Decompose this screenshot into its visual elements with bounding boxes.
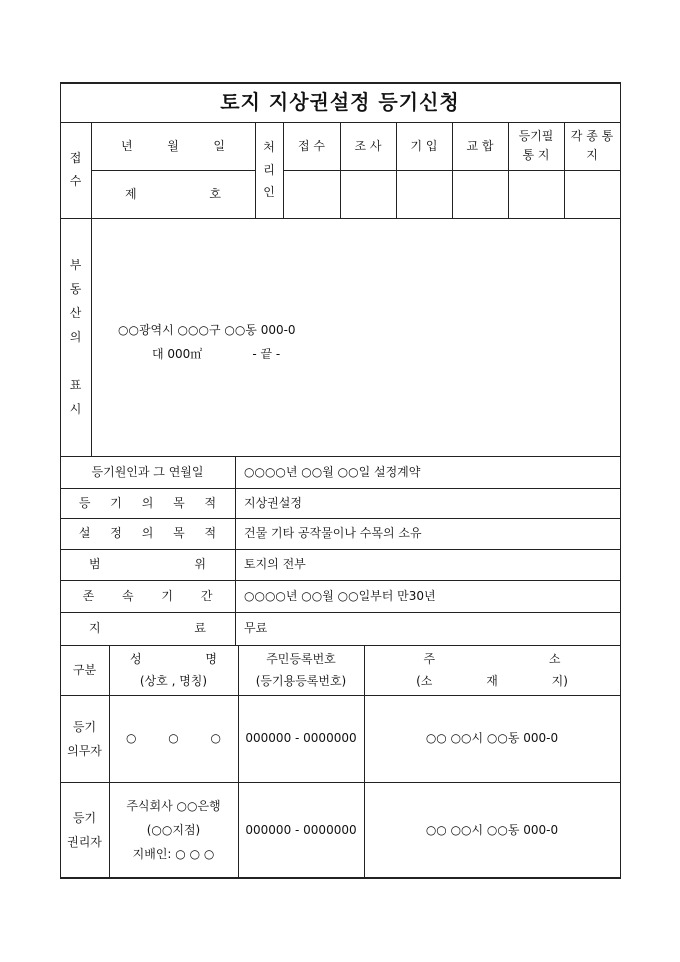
row-label-fee: 지 료 xyxy=(89,621,206,636)
obligor-address: ○○ ○○시 ○○동 000-0 xyxy=(425,731,559,746)
row-value-scope: 토지의 전부 xyxy=(244,557,306,572)
property-address: ○○광역시 ○○○구 ○○동 000-0 xyxy=(118,323,296,337)
row-label-duration: 존 속 기 간 xyxy=(82,588,213,603)
obligor-id: 000000 - 0000000 xyxy=(245,731,357,746)
property-end: - 끝 - xyxy=(252,347,281,361)
obligee-name: 주식회사 ○○은행 (○○지점) 지배인: ○ ○ ○ xyxy=(126,799,221,861)
property-label: 부 동 산 의 표 시 xyxy=(69,258,82,416)
day-label: 일 xyxy=(213,138,225,153)
col-entry: 기 입 xyxy=(410,138,438,153)
row-label-cause: 등기원인과 그 연월일 xyxy=(91,464,204,479)
row-label-purpose: 등 기 의 목 적 xyxy=(78,495,217,510)
row-value-fee: 무료 xyxy=(244,621,268,636)
obligee-type: 등기 권리자 xyxy=(67,811,102,849)
property-land: 대 000㎡ xyxy=(152,347,203,361)
header-id: 주민등록번호 (등기용등록번호) xyxy=(255,652,347,688)
row-label-setting-purpose: 설 정 의 목 적 xyxy=(78,526,217,541)
date-label xyxy=(91,122,255,170)
month-label: 월 xyxy=(167,138,179,153)
col-various-notice: 각 종 통 지 xyxy=(570,128,614,162)
form-title: 토지 지상권설정 등기신청 xyxy=(220,90,460,114)
processor-label: 처 리 인 xyxy=(263,139,275,200)
header-address: 주 소 (소 재 지) xyxy=(416,652,568,688)
row-value-purpose: 지상권설정 xyxy=(244,495,302,510)
number-label xyxy=(91,170,255,218)
row-value-setting-purpose: 건물 기타 공작물이나 수목의 소유 xyxy=(244,526,422,541)
row-value-duration: ○○○○년 ○○월 ○○일부터 만30년 xyxy=(244,588,436,603)
row-label-scope: 범 위 xyxy=(89,557,206,572)
row-value-cause: ○○○○년 ○○월 ○○일 설정계약 xyxy=(244,464,421,479)
number-suffix: 호 xyxy=(209,186,221,201)
year-label: 년 xyxy=(121,138,133,153)
header-name: 성 명 (상호 , 명칭) xyxy=(130,652,217,688)
property-description xyxy=(118,318,296,366)
col-verification: 교 합 xyxy=(466,138,494,153)
obligor-name: ○ ○ ○ xyxy=(125,731,222,746)
obligee-address: ○○ ○○시 ○○동 000-0 xyxy=(425,822,559,837)
col-completion-notice: 등기필 통 지 xyxy=(518,128,554,162)
obligee-id: 000000 - 0000000 xyxy=(245,822,357,837)
header-type: 구분 xyxy=(72,662,97,677)
reception-label: 접 수 xyxy=(69,151,82,188)
obligor-type: 등기 의무자 xyxy=(67,719,102,758)
col-receipt: 접 수 xyxy=(298,138,325,153)
number-prefix: 제 xyxy=(125,186,137,201)
col-investigation: 조 사 xyxy=(354,138,382,153)
